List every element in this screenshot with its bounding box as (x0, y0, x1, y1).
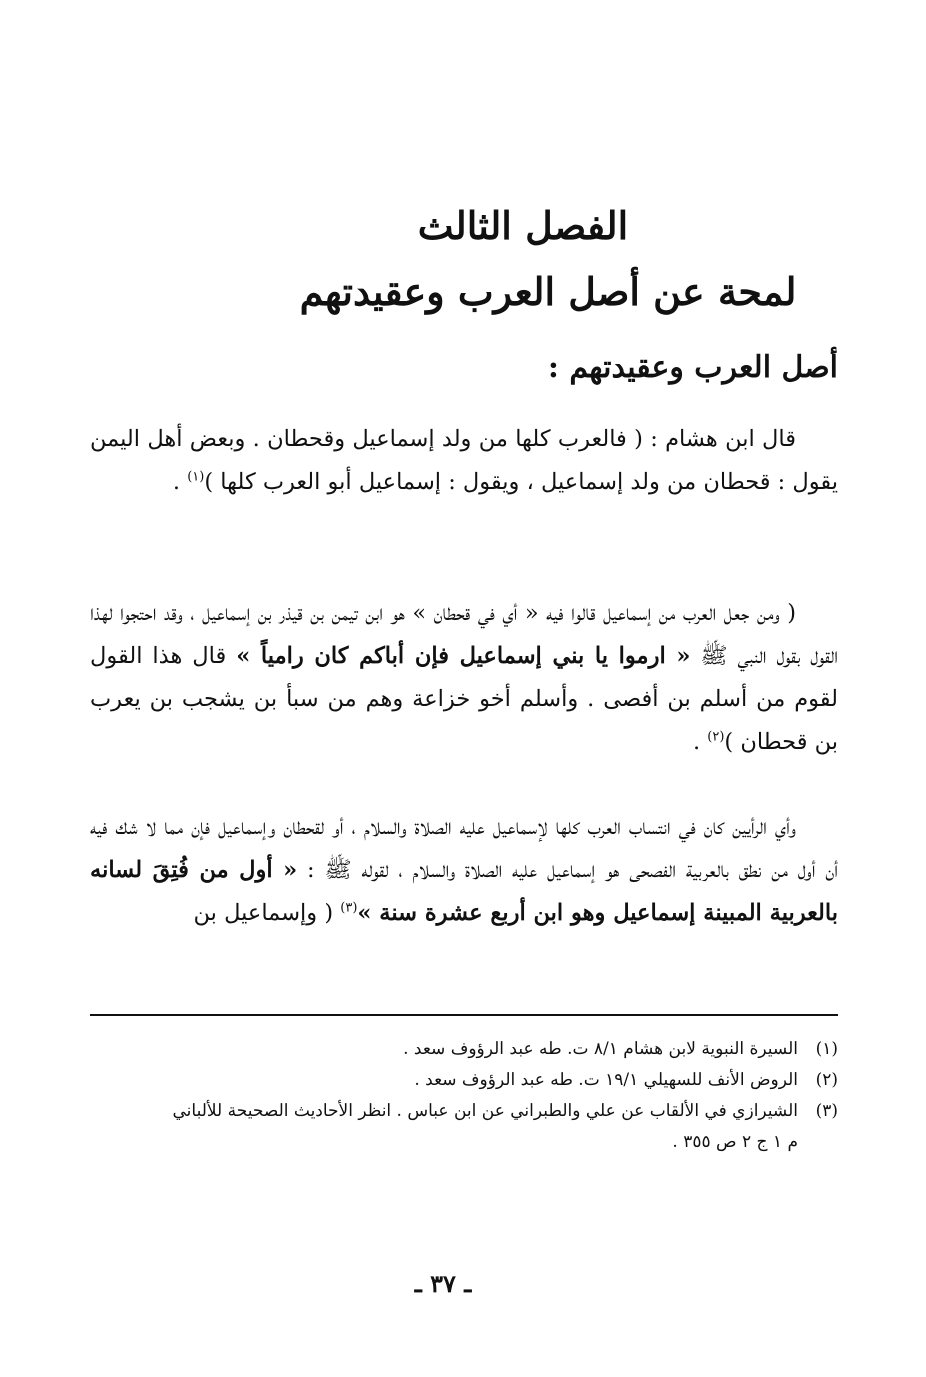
footnote-number: (١) (815, 1039, 838, 1059)
footnote-text: الروض الأنف للسهيلي ١٩/١ ت. طه عبد الرؤوف سعد . (414, 1070, 798, 1090)
section-heading: أصل العرب وعقيدتهم : (547, 350, 838, 385)
footnote-divider (90, 1014, 838, 1016)
hadith-quote-1: « ارموا يا بني إسماعيل فإن أباكم كان رامياً » (236, 643, 691, 669)
hadith-quote-2: « أول من فُتِقَ لسانه بالعربية المبينة إسماعيل وهو ابن أربع عشرة سنة » (90, 857, 838, 926)
footnote-number: (٣) (815, 1101, 838, 1121)
footnote-text: الشيرازي في الألقاب عن علي والطبراني عن ابن عباس . انظر الأحاديث الصحيحة للألباني (172, 1101, 798, 1121)
paragraph-1 (90, 418, 838, 504)
paragraph-1-end: . (172, 469, 188, 495)
footnote-number: (٢) (815, 1070, 838, 1090)
paragraph-1-text: قال ابن هشام : ( فالعرب كلها من ولد إسماعيل وقحطان . وبعض أهل اليمن يقول : قحطان من ولد إسماعيل ، ويقول : إسماعيل أبو العرب كلها ) (90, 426, 838, 495)
footnote-ref-1: (١) (187, 469, 205, 485)
paragraph-3-text-b: ( وإسماعيل بن (193, 900, 341, 926)
paragraph-3-text-a: وأي الرأيين كان في انتساب العرب كلها لإسماعيل عليه الصلاة والسلام ، أو لقحطان وإسماعيل فإن مما لا شك فيه أن أول من نطق بالعربية الفصحى هو إسماعيل عليه الصلاة والسلام ، لقوله ﷺ : (90, 814, 838, 883)
paragraph-2-end: . (692, 729, 708, 755)
page-number: ـ ٣٧ ـ (414, 1269, 472, 1298)
footnote-ref-2: (٢) (707, 729, 725, 745)
footnote-1 (90, 1034, 838, 1065)
chapter-subtitle: لمحة عن أصل العرب وعقيدتهم (299, 269, 797, 314)
paragraph-2-text-b: قال هذا القول لقوم من أسلم بن أفصى . وأسلم أخو خزاعة وهم من سبأ بن يشجب بن يعرب بن قحطان ) (90, 643, 838, 755)
footnotes (90, 1034, 838, 1158)
footnote-2 (90, 1065, 838, 1096)
footnote-text: السيرة النبوية لابن هشام ٨/١ ت. طه عبد الرؤوف سعد . (403, 1039, 798, 1059)
footnote-ref-3: (٣) (340, 900, 358, 916)
footnote-3-continuation: م ١ ج ٢ ص ٣٥٥ . (672, 1132, 798, 1152)
paragraph-2-text-a: ( ومن جعل العرب من إسماعيل قالوا فيه « أي في قحطان » هو ابن تيمن بن قيذر بن إسماعيل ، وقد احتجوا لهذا القول بقول النبي ﷺ (90, 600, 838, 669)
paragraph-2 (90, 592, 838, 764)
chapter-title: الفصل الثالث (417, 203, 629, 248)
footnote-3 (90, 1096, 838, 1127)
paragraph-3 (90, 806, 838, 935)
